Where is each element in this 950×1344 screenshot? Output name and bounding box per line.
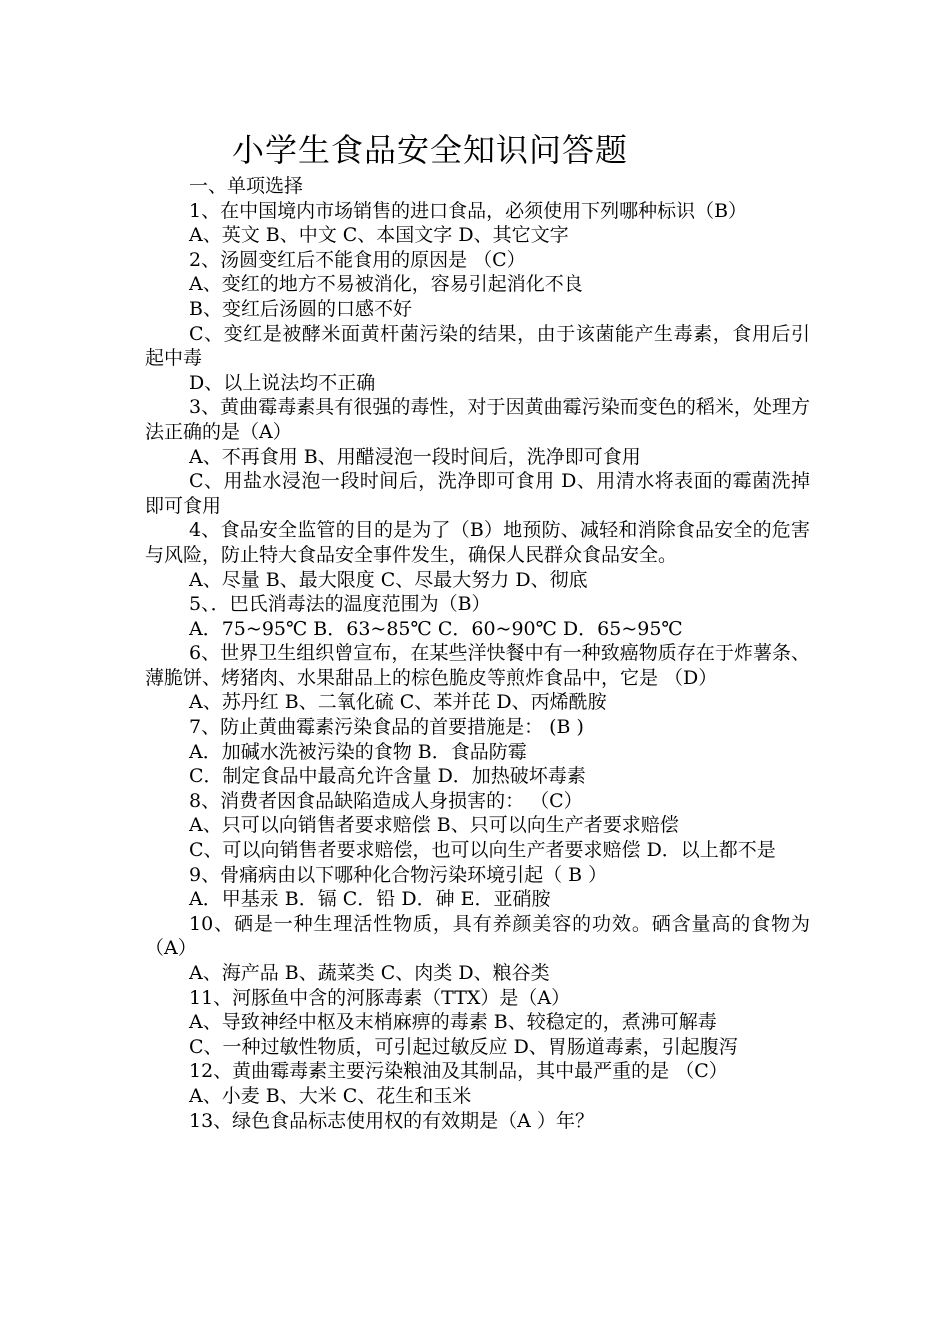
question-9: 9、骨痛病由以下哪种化合物污染环境引起（ B ）	[189, 863, 608, 886]
question-3: 3、黄曲霉毒素具有很强的毒性，对于因黄曲霉污染而变色的稻米，处理方法正确的是（A）	[145, 396, 810, 443]
options-12: A、小麦 B、大米 C、花生和玉米	[189, 1084, 472, 1107]
document-title: 小学生食品安全知识问答题	[231, 131, 628, 169]
option-2b: B、变红后汤圆的口感不好	[189, 297, 412, 320]
option-2a: A、变红的地方不易被消化，容易引起消化不良	[189, 273, 583, 296]
question-2: 2、汤圆变红后不能食用的原因是 （C）	[189, 248, 526, 271]
options-8ab: A、只可以向销售者要求赔偿 B、只可以向生产者要求赔偿	[189, 814, 679, 837]
options-11ab: A、导致神经中枢及末梢麻痹的毒素 B、较稳定的，煮沸可解毒	[189, 1011, 717, 1034]
options-3ab: A、不再食用 B、用醋浸泡一段时间后，洗净即可食用	[189, 445, 641, 468]
option-2c: C、变红是被酵米面黄杆菌污染的结果，由于该菌能产生毒素，食用后引起中毒	[145, 322, 810, 370]
options-5: A．75~95℃ B．63~85℃ C．60~90℃ D．65~95℃	[189, 617, 683, 640]
options-7ab: A．加碱水洗被污染的食物 B．食品防霉	[189, 740, 527, 763]
options-1: A、英文 B、中文 C、本国文字 D、其它文字	[189, 224, 569, 247]
question-1: 1、在中国境内市场销售的进口食品，必须使用下列哪种标识（B）	[189, 199, 748, 222]
options-11cd: C、一种过敏性物质，可引起过敏反应 D、胃肠道毒素，引起腹泻	[189, 1035, 738, 1058]
options-6: A、苏丹红 B、二氧化硫 C、苯并芘 D、丙烯酰胺	[189, 691, 607, 714]
section-heading: 一、单项选择	[189, 175, 304, 197]
question-7: 7、防止黄曲霉素污染食品的首要措施是： (B )	[189, 716, 584, 739]
question-6: 6、世界卫生组织曾宣布，在某些洋快餐中有一种致癌物质存在于炸薯条、薄脆饼、烤猪肉、水果甜品上的棕色脆皮等煎炸食品中，它是 （D）	[145, 642, 810, 689]
document-body	[145, 174, 810, 1133]
question-4: 4、食品安全监管的目的是为了（B）地预防、减轻和消除食品安全的危害与风险，防止特大食品安全事件发生，确保人民群众食品安全。	[145, 519, 810, 566]
question-11: 11、河豚鱼中含的河豚毒素（TTX）是（A）	[189, 986, 571, 1009]
question-10: 10、硒是一种生理活性物质，具有养颜美容的功效。硒含量高的食物为 （A）	[145, 912, 810, 960]
option-2d: D、以上说法均不正确	[189, 371, 376, 394]
options-10: A、海产品 B、蔬菜类 C、肉类 D、粮谷类	[189, 962, 550, 984]
question-8: 8、消费者因食品缺陷造成人身损害的： （C）	[189, 789, 583, 812]
options-7cd: C．制定食品中最高允许含量 D．加热破坏毒素	[189, 765, 586, 788]
options-8cd: C、可以向销售者要求赔偿，也可以向生产者要求赔偿 D．以上都不是	[189, 839, 776, 862]
question-12: 12、黄曲霉毒素主要污染粮油及其制品，其中最严重的是 （C）	[189, 1060, 728, 1083]
options-9: A．甲基汞 B．镉 C．铅 D．砷 E．亚硝胺	[189, 888, 551, 911]
options-4: A、尽量 B、最大限度 C、尽最大努力 D、彻底	[189, 568, 588, 591]
question-5: 5、．巴氏消毒法的温度范围为（B）	[189, 593, 491, 616]
options-3cd: C、用盐水浸泡一段时间后，洗净即可食用 D、用清水将表面的霉菌洗掉即可食用	[145, 470, 810, 517]
question-13: 13、绿色食品标志使用权的有效期是（A ）年？	[189, 1109, 594, 1132]
